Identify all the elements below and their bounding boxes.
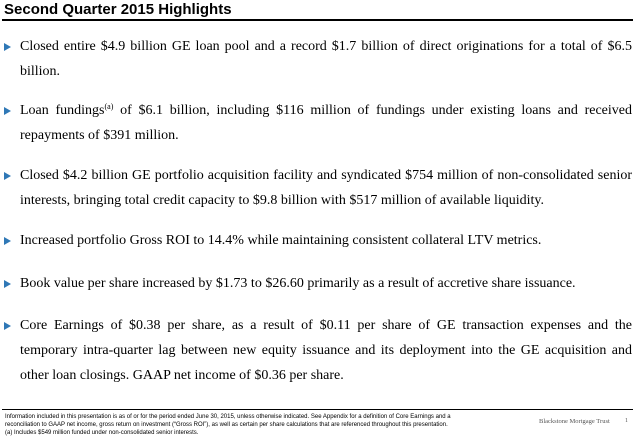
bullet-text: Closed entire $4.9 billion GE loan pool and a record $1.7 billion of direct originations for a total of $6.5 billion. — [20, 39, 632, 79]
bullet-text: Increased portfolio Gross ROI to 14.4% while maintaining consistent collateral LTV metrics. — [20, 233, 542, 248]
bullet-arrow-icon — [4, 172, 11, 180]
brand-name: Blackstone Mortgage Trust — [539, 418, 610, 425]
bullet-text: Loan fundings$^{(a)}$ of $6.1 billion, including $116 million of fundings under existing loans and received repayments of $391 million. — [20, 102, 632, 143]
bullet-text: Core Earnings of $0.38 per share, as a result of $0.11 per share of GE transaction expenses and the temporary intra-quarter lag between new equity issuance and its deployment into the GE acquisition and other loan closings. GAAP net income of $0.36 per share. — [20, 318, 632, 383]
footnote-line: reconciliation to GAAP net income, gross return on investment (“Gross ROI”), as well as certain per share calculations that are referenced throughout this presentation. — [5, 422, 448, 428]
footnote-line: Information included in this presentation is as of or for the period ended June 30, 2015, unless otherwise indicated. See Appendix for a definition of Core Earnings and a — [5, 414, 451, 420]
footnote-line: (a) Includes $549 million funded under non-consolidated senior interests. — [5, 430, 199, 436]
bullet-arrow-icon — [4, 237, 11, 245]
bullet-text: Book value per share increased by $1.73 to $26.60 primarily as a result of accretive share issuance. — [20, 276, 576, 291]
bullet-arrow-icon — [4, 43, 11, 51]
footnote-marker: (a) — [104, 102, 114, 111]
bullet-arrow-icon — [4, 107, 11, 115]
bullet-text: Closed $4.2 billion GE portfolio acquisition facility and syndicated $754 million of non-consolidated senior interests, bringing total credit capacity to $9.8 billion with $517 million of available liquidity. — [20, 168, 632, 208]
bullet-arrow-icon — [4, 322, 11, 330]
bullet-arrow-icon — [4, 280, 11, 288]
page-title: Second Quarter 2015 Highlights — [4, 1, 232, 18]
footer-divider — [2, 409, 633, 410]
page-number: 1 — [625, 418, 628, 424]
footnotes — [5, 413, 525, 437]
